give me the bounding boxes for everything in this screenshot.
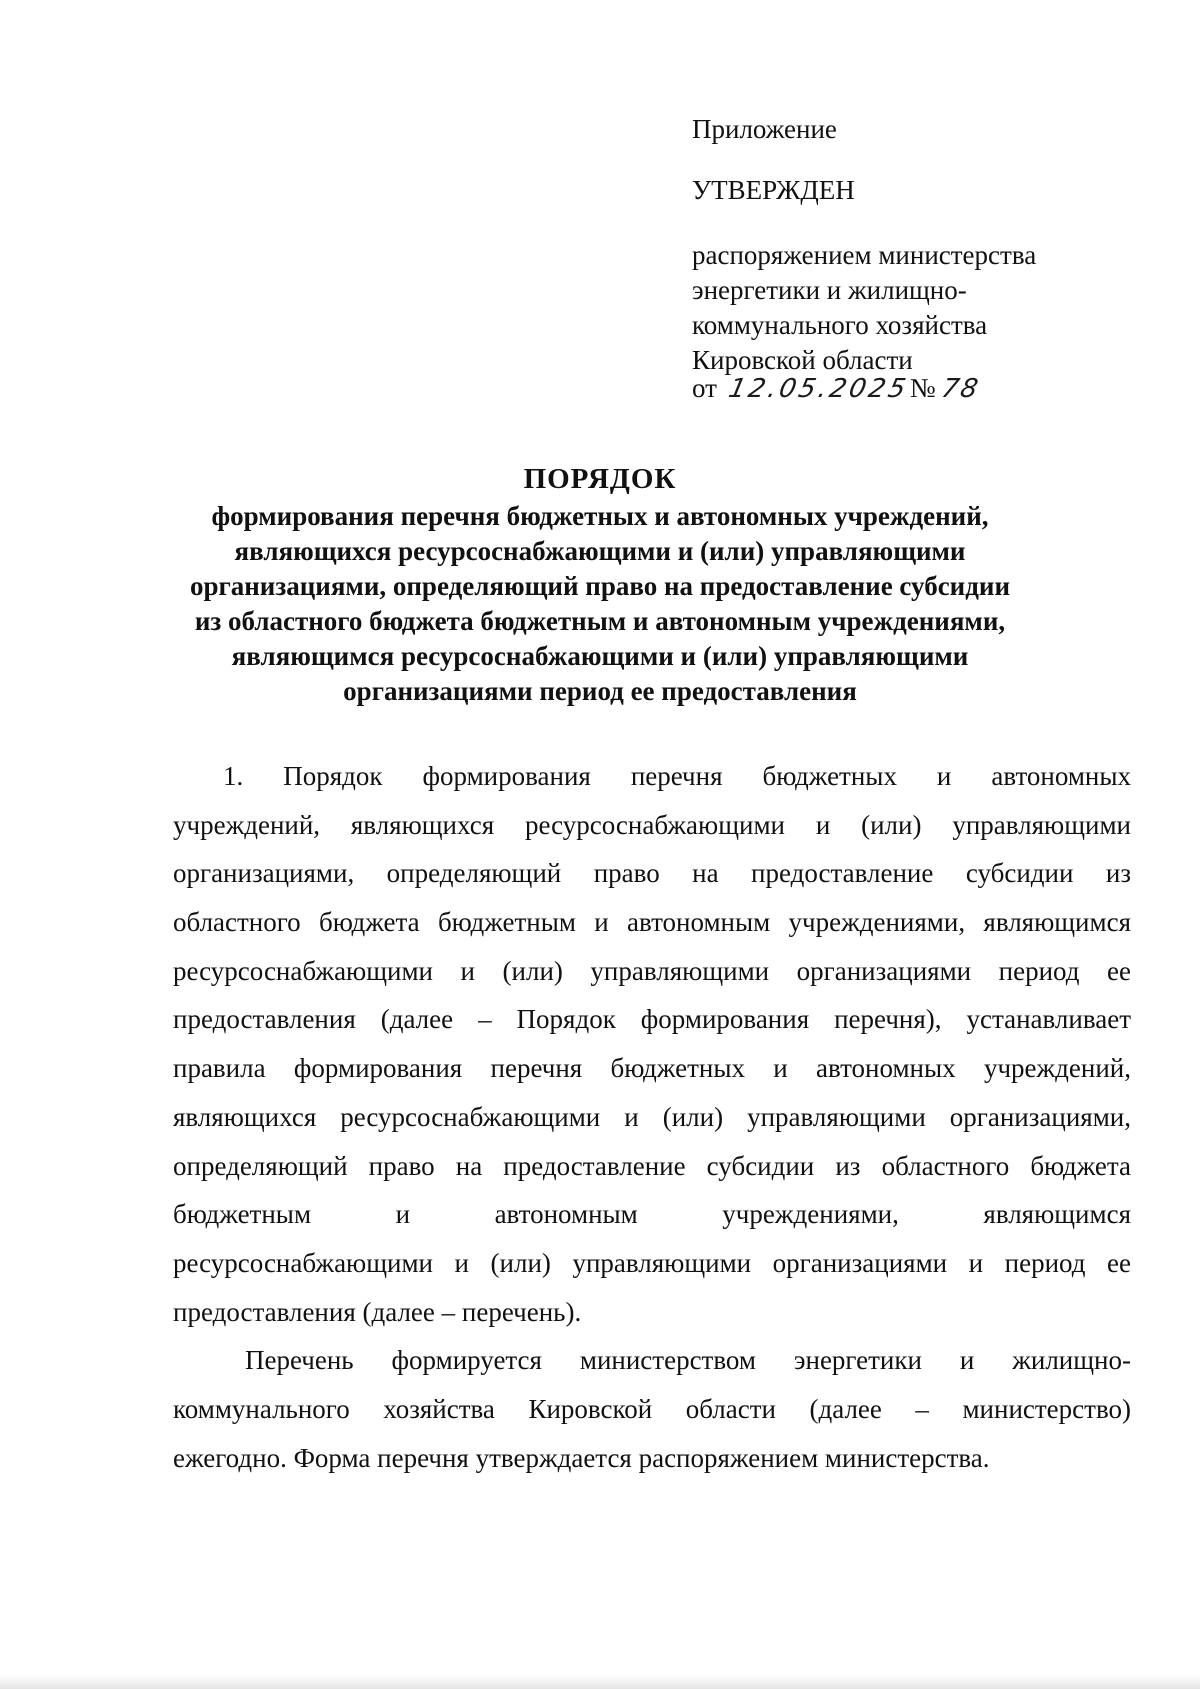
body-line: предоставления (далее – перечень).: [173, 1296, 582, 1327]
scan-bottom-edge: [0, 1674, 1200, 1689]
body-line: областного бюджета бюджетным и автономным учреждениями, являющимся: [173, 907, 1131, 938]
body-line: Перечень формируется министерством энергетики и жилищно-: [245, 1345, 1131, 1376]
title-subtitle-line: являющихся ресурсоснабжающими и (или) управляющими: [234, 536, 966, 566]
approval-authority-line: Кировской области: [692, 345, 913, 375]
body-line: ресурсоснабжающими и (или) управляющими организациями и период ее: [173, 1247, 1131, 1278]
body-line: коммунального хозяйства Кировской области (далее – министерство): [173, 1393, 1131, 1424]
approval-authority-line: коммунального хозяйства: [692, 310, 988, 340]
appendix-label: Приложение: [692, 114, 837, 144]
approved-label: УТВЕРЖДЕН: [692, 175, 855, 205]
title-subtitle-line: являющимся ресурсоснабжающими и (или) управляющими: [231, 641, 969, 671]
body-line: бюджетным и автономным учреждениями, являющимся: [173, 1199, 1131, 1230]
body-line: 1. Порядок формирования перечня бюджетных и автономных: [223, 761, 1131, 791]
title-subtitle-line: формирования перечня бюджетных и автономных учреждений,: [211, 501, 989, 531]
body-line: определяющий право на предоставление субсидии из областного бюджета: [173, 1150, 1131, 1181]
body-line: ежегодно. Форма перечня утверждается распоряжением министерства.: [173, 1442, 990, 1473]
document-title-block: [150, 462, 1050, 709]
handwritten-date: 12.05.2025: [725, 374, 912, 404]
body-line: предоставления (далее – Порядок формирования перечня), устанавливает: [173, 1004, 1131, 1035]
document-body: [173, 752, 1131, 1482]
title-subtitle-line: организациями период ее предоставления: [343, 676, 857, 706]
handwritten-number: 78: [938, 374, 982, 404]
approval-authority-line: энергетики и жилищно-: [692, 275, 967, 305]
body-line: ресурсоснабжающими и (или) управляющими организациями период ее: [173, 955, 1131, 986]
approval-date-line: [692, 371, 982, 407]
body-line: правила формирования перечня бюджетных и автономных учреждений,: [173, 1053, 1131, 1084]
approval-authority-line: распоряжением министерства: [692, 240, 1037, 270]
paragraph-1: [173, 752, 1131, 1336]
body-line: организациями, определяющий право на предоставление субсидии из: [173, 858, 1131, 889]
title-subtitle-line: организациями, определяющий право на предоставление субсидии: [189, 571, 1011, 601]
approval-authority: [692, 238, 1112, 378]
number-sign: №: [909, 373, 936, 403]
body-line: учреждений, являющихся ресурсоснабжающими и (или) управляющими: [173, 809, 1131, 840]
paragraph-2: [173, 1336, 1131, 1482]
date-prefix: от: [692, 373, 717, 403]
title-subtitle-line: из областного бюджета бюджетным и автономным учреждениями,: [194, 606, 1006, 636]
document-title: ПОРЯДОК: [523, 463, 677, 495]
body-line: являющихся ресурсоснабжающими и (или) управляющими организациями,: [173, 1101, 1131, 1132]
